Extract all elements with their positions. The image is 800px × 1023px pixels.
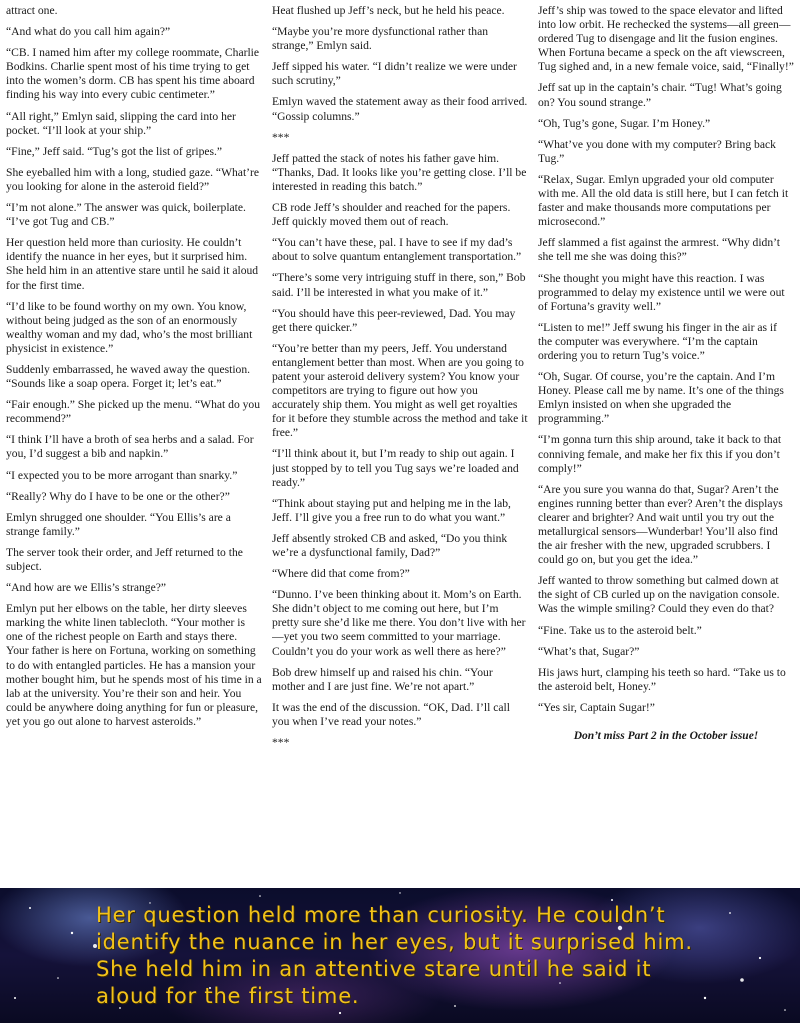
paragraph: “Oh, Tug’s gone, Sugar. I’m Honey.” [538, 116, 711, 130]
paragraph: “Where did that come from?” [272, 567, 410, 581]
paragraph: “I expected you to be more arrogant than snarky.” [6, 468, 238, 482]
paragraph: “Really? Why do I have to be one or the other?” [6, 489, 230, 503]
pull-quote: Her question held more than curiosity. He couldn’t identify the nuance in her eyes, but it surprised him. She held him in an attentive stare until he said it aloud for the first time. [96, 903, 693, 1008]
paragraph: “I’m not alone.” The answer was quick, boilerplate. “I’ve got Tug and CB.” [6, 201, 246, 229]
paragraph: “Yes sir, Captain Sugar!” [538, 700, 655, 714]
paragraph: Jeff sipped his water. “I didn’t realize we were under such scrutiny,” [272, 60, 517, 88]
paragraph: “Think about staying put and helping me in the lab, Jeff. I’ll give you a free run to do what you want.” [272, 496, 511, 524]
paragraph: “Fine. Take us to the asteroid belt.” [538, 623, 702, 637]
paragraph: “Relax, Sugar. Emlyn upgraded your old computer with me. All the old data is still here, but I can fetch it faster and make thousands more computations per microsecond.” [538, 172, 789, 229]
paragraph: “Fair enough.” She picked up the menu. “What do you recommend?” [6, 398, 261, 426]
continued-note: Don’t miss Part 2 in the October issue! [573, 730, 759, 743]
column-2 [272, 4, 528, 880]
paragraph: “And what do you call him again?” [6, 25, 171, 39]
paragraph: “She thought you might have this reaction. I was programmed to delay my existence until we were out of Fortuna’s gravity well.” [538, 271, 785, 313]
paragraph: “Fine,” Jeff said. “Tug’s got the list of gripes.” [6, 144, 223, 158]
paragraph: “Oh, Sugar. Of course, you’re the captain. And I’m Honey. Please call me by name. It’s one of the things Emlyn insisted on when she upgraded the programming.” [538, 370, 784, 426]
paragraph: “I’d like to be found worthy on my own. You know, without being judged as the son of an enormously wealthy woman and my dad, who’s the most brilliant physicist in existence.” [6, 299, 253, 355]
paragraph: “There’s some very intriguing stuff in there, son,” Bob said. I’ll be interested in what you make of it.” [272, 271, 526, 299]
paragraph: attract one. [6, 4, 58, 17]
paragraph: “CB. I named him after my college roommate, Charlie Bodkins. Charlie spent most of his time trying to get into the women’s dorm. CB has spent his time aboard finding his way into every cubic centimeter.” [6, 46, 260, 102]
paragraph: Bob drew himself up and raised his chin. “Your mother and I are just fine. We’re not apart.” [272, 665, 493, 693]
paragraph: It was the end of the discussion. “OK, Dad. I’ll call you when I’ve read your notes.” [272, 700, 510, 728]
paragraph: “What’s that, Sugar?” [538, 644, 640, 658]
paragraph: Jeff patted the stack of notes his father gave him. “Thanks, Dad. It looks like you’re getting close. I’ll be interested in reading this batch.” [272, 151, 527, 193]
paragraph: CB rode Jeff’s shoulder and reached for the papers. Jeff quickly moved them out of reach. [272, 201, 511, 229]
paragraph: Emlyn put her elbows on the table, her dirty sleeves marking the white linen tablecloth. “Your mother is one of the richest people on Earth and stays there. Your father is here on Fortuna, working on something to do with entangled particles. He has a mansion your mother bought him, but he spends most of his time in a lab at the university. You’re their son and heir. You could be anywhere doing anything for fun or pleasure, yet you go out alone to harvest asteroids.” [6, 602, 262, 728]
paragraph: “I think I’ll have a broth of sea herbs and a salad. For you, I’d suggest a bib and napkin.” [6, 433, 254, 461]
column-3 [538, 4, 794, 880]
paragraph: “Are you sure you wanna do that, Sugar? Aren’t the engines running better than ever? Aren’t the displays clearer and brighter? And wait until you try out the metallurgical sensors—Wunderbar! You’ll also find the air fresher with the new, upgraded scrubbers. I could go on, but you get the idea.” [538, 482, 783, 567]
paragraph: “Dunno. I’ve been thinking about it. Mom’s on Earth. She didn’t object to me coming out here, but I’m pretty sure she’d like me there. You don’t live with her—yet you two seem committed to your marriage. Couldn’t you do your work as well there as here?” [272, 588, 526, 658]
paragraph: “Maybe you’re more dysfunctional rather than strange,” Emlyn said. [272, 25, 489, 53]
paragraph: Suddenly embarrassed, he waved away the question. “Sounds like a soap opera. Forget it; let’s eat.” [6, 362, 251, 391]
paragraph: The server took their order, and Jeff returned to the subject. [6, 545, 243, 573]
paragraph: “You can’t have these, pal. I have to see if my dad’s about to solve quantum entanglement transportation.” [272, 236, 522, 264]
paragraph: Emlyn waved the statement away as their food arrived. “Gossip columns.” [272, 95, 528, 123]
paragraph: “And how are we Ellis’s strange?” [6, 581, 167, 595]
paragraph: Her question held more than curiosity. He couldn’t identify the nuance in her eyes, but it surprised him. She held him in an attentive stare until he said it aloud for the first time. [6, 236, 259, 292]
space-banner [0, 888, 800, 1023]
paragraph: Jeff sat up in the captain’s chair. “Tug! What’s going on? You sound strange.” [538, 81, 782, 109]
paragraph: “I’ll think about it, but I’m ready to ship out again. I just stopped by to tell you Tug says we’re loaded and ready.” [272, 447, 519, 489]
paragraph: “Listen to me!” Jeff swung his finger in the air as if the computer was everywhere. “I’m the captain ordering you to return Tug’s voice.” [538, 320, 778, 362]
paragraph: “All right,” Emlyn said, slipping the card into her pocket. “I’ll look at your ship.” [6, 109, 236, 137]
paragraph: “I’m gonna turn this ship around, take it back to that conniving female, and make her fix this if you don’t comply!” [538, 433, 782, 475]
paragraph: Jeff absently stroked CB and asked, “Do you think we’re a dysfunctional family, Dad?” [272, 531, 508, 559]
paragraph: Emlyn shrugged one shoulder. “You Ellis’s are a strange family.” [6, 510, 231, 538]
paragraph: “What’ve you done with my computer? Bring back Tug.” [538, 137, 776, 165]
paragraph: She eyeballed him with a long, studied gaze. “What’re you looking for alone in the asteroid field?” [6, 165, 260, 193]
article-columns [6, 4, 794, 880]
paragraph: *** [272, 130, 290, 144]
paragraph: Jeff wanted to throw something but calmed down at the sight of CB curled up on the navigation console. Was the wimple smiling? Could they even do that? [538, 574, 780, 616]
paragraph: Jeff slammed a fist against the armrest. “Why didn’t she tell me she was doing this?” [538, 236, 781, 264]
column-1 [6, 4, 262, 880]
paragraph: “You should have this peer-reviewed, Dad. You may get there quicker.” [272, 306, 516, 334]
paragraph: Jeff’s ship was towed to the space elevator and lifted into low orbit. He rechecked the systems—all green—ordered Tug to disengage and lit the fusion engines. When Fortuna became a speck on the aft viewscreen, Tug sighed and, in a new female voice, said, “Finally!” [538, 4, 794, 74]
paragraph: Heat flushed up Jeff’s neck, but he held his peace. [272, 4, 505, 17]
paragraph: *** [272, 736, 290, 750]
paragraph: His jaws hurt, clamping his teeth so hard. “Take us to the asteroid belt, Honey.” [538, 665, 786, 693]
paragraph: “You’re better than my peers, Jeff. You understand entanglement better than most. When are you going to patent your asteroid delivery system? You know your competitors are trying to figure out how you accurately ship them. You might as well get royalties for it before they stumble across the method and take it free.” [272, 341, 528, 440]
